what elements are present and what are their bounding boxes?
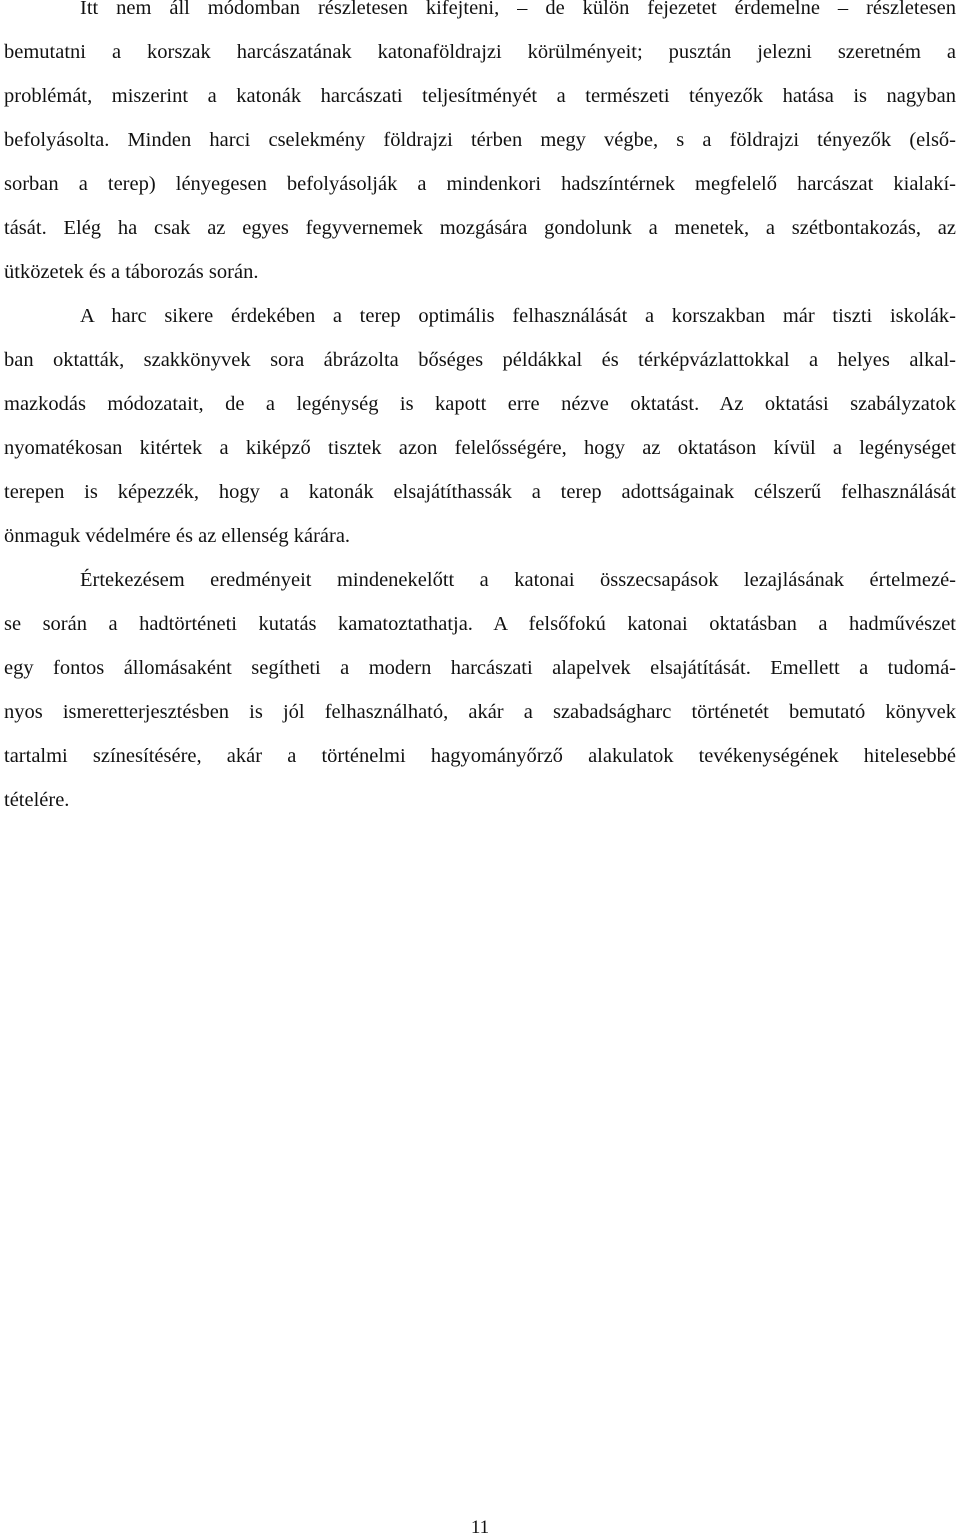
paragraph-3-line-2: se során a hadtörténeti kutatás kamatoztathatja. A felsőfokú katonai oktatásban a hadművészet: [4, 613, 956, 635]
paragraph-2-line-2: ban oktatták, szakkönyvek sora ábrázolta bőséges példákkal és térképvázlattokkal a helyes alkal-: [4, 349, 956, 371]
paragraph-1-line-1: Itt nem áll módomban részletesen kifejteni, – de külön fejezetet érdemelne – részletesen: [80, 0, 956, 19]
paragraph-1-line-4: befolyásolta. Minden harci cselekmény földrajzi térben megy végbe, s a földrajzi tényezők (első-: [4, 129, 956, 151]
page-number: 11: [470, 1517, 490, 1538]
paragraph-2-line-3: mazkodás módozatait, de a legénység is kapott erre nézve oktatást. Az oktatási szabályzatok: [4, 393, 956, 415]
paragraph-3-line-5: tartalmi színesítésére, akár a történelmi hagyományőrző alakulatok tevékenységének hitelesebbé: [4, 745, 956, 767]
paragraph-2-line-6: önmaguk védelmére és az ellenség kárára.: [4, 525, 351, 547]
paragraph-1-line-2: bemutatni a korszak harcászatának katonaföldrajzi körülményeit; pusztán jelezni szeretném a: [4, 41, 956, 63]
paragraph-3-line-4: nyos ismeretterjesztésben is jól felhasználható, akár a szabadságharc történetét bemutató könyvek: [4, 701, 956, 723]
paragraph-3-line-3: egy fontos állomásaként segítheti a modern harcászati alapelvek elsajátítását. Emellett a tudomá-: [4, 657, 956, 679]
paragraph-2-line-4: nyomatékosan kitértek a kiképző tisztek azon felelősségére, hogy az oktatáson kívül a legénységet: [4, 437, 956, 459]
paragraph-1-line-5: sorban a terep) lényegesen befolyásolják a mindenkori hadszíntérnek megfelelő harcászat kialakí-: [4, 173, 956, 195]
paragraph-2-line-1: A harc sikere érdekében a terep optimális felhasználását a korszakban már tiszti iskolák-: [80, 305, 956, 327]
paragraph-1-line-6: tását. Elég ha csak az egyes fegyvernemek mozgására gondolunk a menetek, a szétbontakozás, az: [4, 217, 956, 239]
paragraph-1-line-3: problémát, miszerint a katonák harcászati teljesítményét a természeti tényezők hatása is nagyban: [4, 85, 956, 107]
paragraph-3-line-6: tételére.: [4, 789, 70, 811]
paragraph-1-line-7: ütközetek és a táborozás során.: [4, 261, 259, 283]
paragraph-3-line-1: Értekezésem eredményeit mindenekelőtt a katonai összecsapások lezajlásának értelmezé-: [80, 569, 956, 591]
paragraph-2-line-5: terepen is képezzék, hogy a katonák elsajátíthassák a terep adottságainak célszerű felhasználását: [4, 481, 956, 503]
document-page: [4, 0, 956, 1537]
